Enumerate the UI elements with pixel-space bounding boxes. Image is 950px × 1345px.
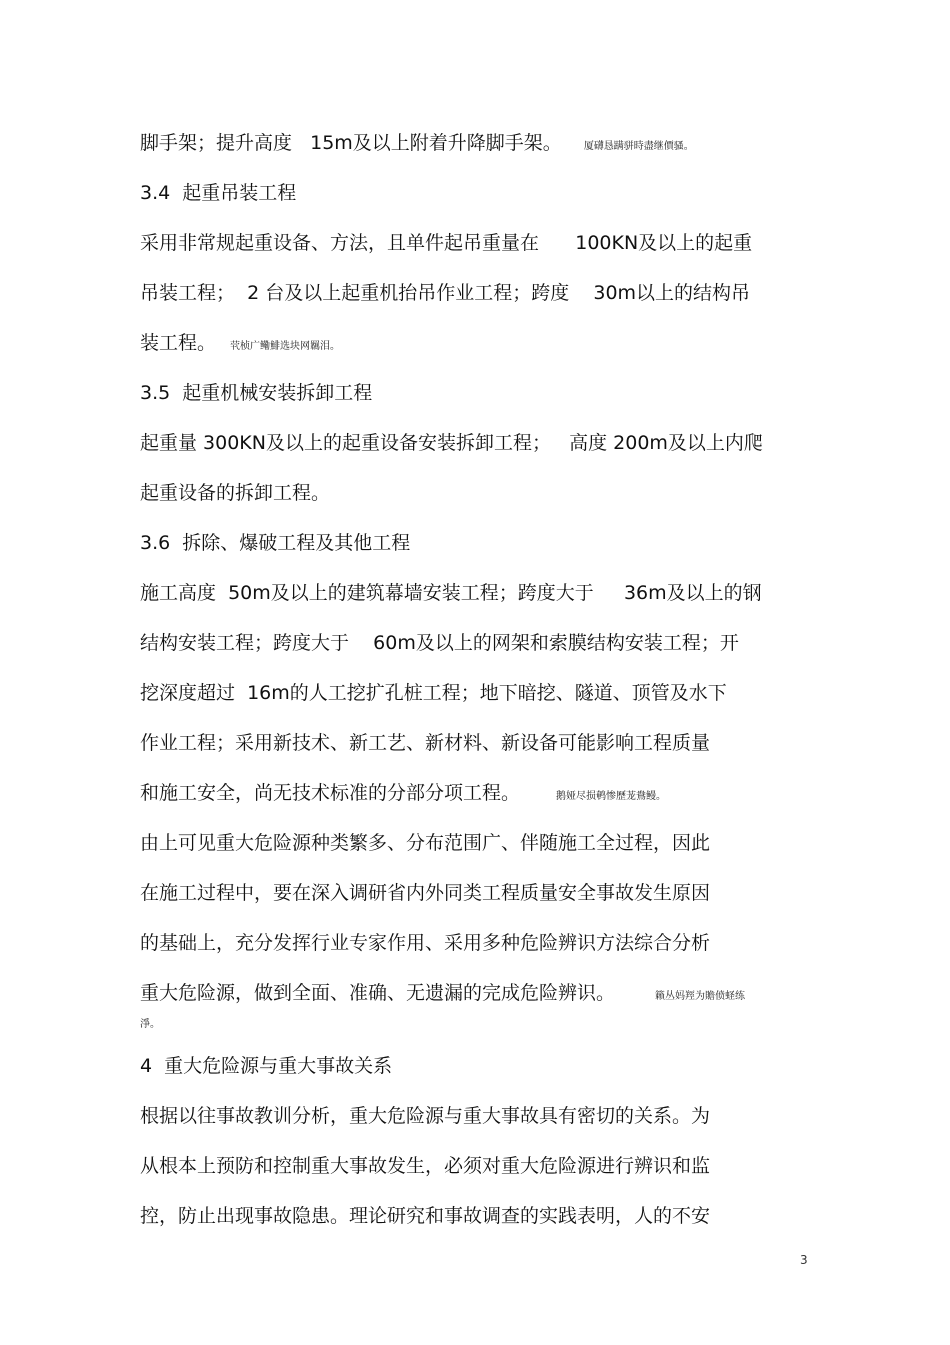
line-text: 装工程。 (140, 332, 217, 354)
line-text: 控，防止出现事故隐患。理论研究和事故调查的实践表明，人的不安 (140, 1205, 711, 1227)
body-line (140, 681, 727, 705)
body-line (140, 481, 330, 505)
body-line (140, 1104, 710, 1128)
body-line (140, 281, 750, 305)
inline-note: 厦礴恳蹒骈時盡继價骚。 (583, 141, 694, 152)
body-line (140, 731, 710, 755)
heading-text: 3.6 拆除、爆破工程及其他工程 (140, 532, 411, 554)
line-text: 挖深度超过 16m的人工挖扩孔桩工程；地下暗挖、隧道、顶管及水下 (140, 682, 727, 704)
section-heading (140, 1054, 392, 1078)
line-text: 结构安装工程；跨度大于 60m及以上的网架和索膜结构安装工程；开 (140, 632, 739, 654)
line-text: 从根本上预防和控制重大事故发生，必须对重大危险源进行辨识和监 (140, 1155, 711, 1177)
heading-text: 4 重大危险源与重大事故关系 (140, 1055, 393, 1077)
line-text: 作业工程；采用新技术、新工艺、新材料、新设备可能影响工程质量 (140, 732, 711, 754)
section-heading (140, 531, 410, 555)
body-line (140, 781, 666, 809)
section-heading (140, 381, 372, 405)
line-text: 采用非常规起重设备、方法，且单件起吊重量在 100KN及以上的起重 (140, 232, 753, 254)
line-text: 重大危险源，做到全面、准确、无遗漏的完成危险辨识。 (140, 982, 616, 1004)
inline-note: 淨。 (140, 1019, 160, 1030)
body-line (140, 431, 763, 455)
body-line (140, 331, 340, 359)
body-line (140, 581, 762, 605)
heading-text: 3.5 起重机械安装拆卸工程 (140, 382, 373, 404)
line-text: 在施工过程中，要在深入调研省内外同类工程质量安全事故发生原因 (140, 882, 711, 904)
line-text: 和施工安全，尚无技术标准的分部分项工程。 (140, 782, 521, 804)
line-text: 施工高度 50m及以上的建筑幕墙安装工程；跨度大于 36m及以上的钢 (140, 582, 762, 604)
inline-note: 茕桢广鳓鯡选块网羈泪。 (230, 341, 341, 352)
heading-text: 3.4 起重吊装工程 (140, 182, 297, 204)
note-continuation (140, 1014, 160, 1032)
section-heading (140, 181, 296, 205)
line-text: 起重设备的拆卸工程。 (140, 482, 331, 504)
body-line (140, 1204, 710, 1228)
line-text: 吊装工程； 2 台及以上起重机抬吊作业工程；跨度 30m以上的结构吊 (140, 282, 751, 304)
body-line (140, 981, 745, 1009)
inline-note: 籟丛妈羥为贍偾蛏练 (655, 991, 746, 1002)
inline-note: 鹅娅尽损鹌惨歷茏鴦鳗。 (556, 791, 667, 802)
body-line (140, 131, 694, 159)
line-text: 根据以往事故教训分析，重大危险源与重大事故具有密切的关系。为 (140, 1105, 711, 1127)
line-text: 由上可见重大危险源种类繁多、分布范围广、伴随施工全过程，因此 (140, 832, 711, 854)
body-line (140, 931, 710, 955)
body-line (140, 831, 710, 855)
body-line (140, 881, 710, 905)
line-text: 脚手架；提升高度 15m及以上附着升降脚手架。 (140, 132, 562, 154)
line-text: 起重量 300KN及以上的起重设备安装拆卸工程； 高度 200m及以上内爬 (140, 432, 763, 454)
body-line (140, 1154, 710, 1178)
body-line (140, 631, 739, 655)
page-number: 3 (800, 1253, 808, 1267)
line-text: 的基础上，充分发挥行业专家作用、采用多种危险辨识方法综合分析 (140, 932, 711, 954)
body-line (140, 231, 752, 255)
